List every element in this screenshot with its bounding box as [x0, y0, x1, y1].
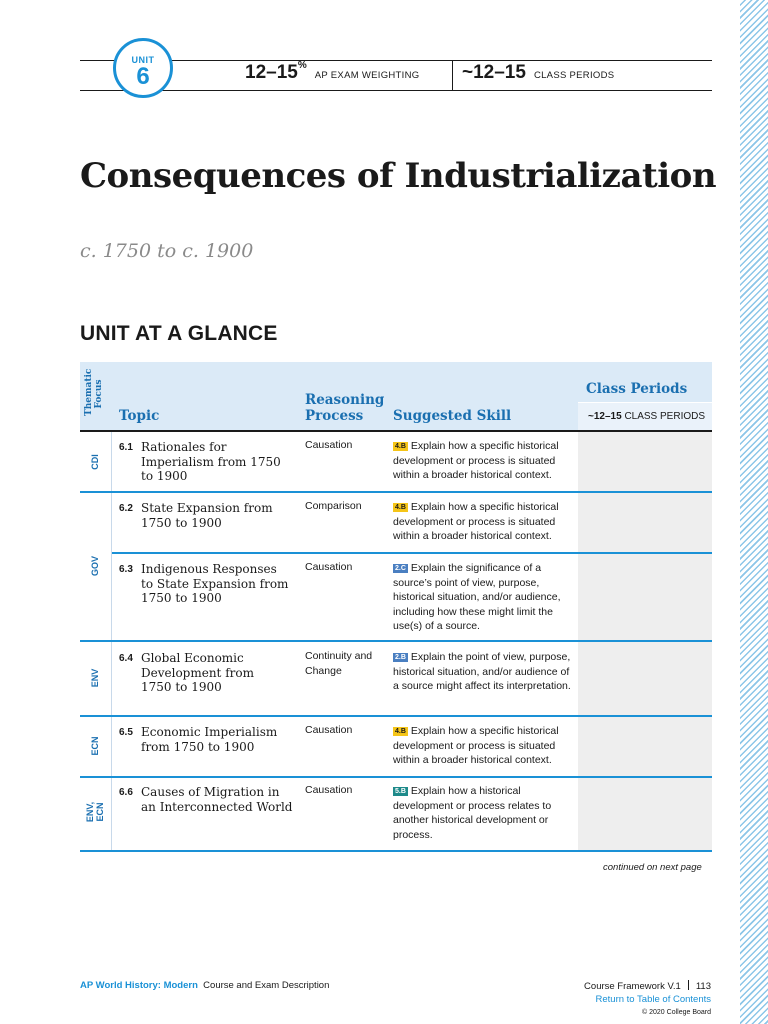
topic-name: Causes of Migration in an Interconnected World	[141, 785, 293, 814]
reasoning-process: Causation	[305, 439, 353, 451]
course-description: Course and Exam Description	[203, 980, 330, 991]
theme-separator	[111, 642, 112, 715]
topic-name: Economic Imperialism from 1750 to 1900	[141, 725, 278, 754]
topic-number: 6.6	[119, 787, 133, 798]
theme-cell	[80, 717, 111, 776]
reasoning-process: Causation	[305, 784, 353, 796]
class-periods-col-header	[578, 362, 712, 430]
suggested-skill	[393, 784, 563, 842]
skill-badge: 2.B	[395, 654, 406, 661]
reasoning-header: Reasoning Process	[305, 392, 385, 424]
skill-header: Suggested Skill	[393, 408, 512, 424]
topic-name: Global Economic Development from 1750 to 1900	[141, 651, 254, 694]
skill-text: Explain how a specific historical development or process is situated within a broader historical context.	[393, 440, 559, 481]
theme-code: ENV	[90, 668, 100, 688]
class-periods-text	[588, 411, 705, 422]
footer-right	[584, 980, 711, 1019]
periods-label: CLASS PERIODS	[533, 70, 615, 81]
skill-text: Explain how a specific historical development or process is situated within a broader historical context.	[393, 725, 559, 766]
reasoning-process: Comparison	[305, 500, 362, 512]
suggested-skill	[393, 724, 571, 768]
footer-divider	[688, 980, 689, 990]
return-to-toc-link[interactable]: Return to Table of Contents	[595, 994, 711, 1005]
skill-badge: 2.C	[395, 565, 406, 572]
skill-text: Explain the significance of a source’s point of view, purpose, historical situation, and/or audience, including how these might limit the use(s) of a source.	[393, 562, 561, 632]
page-title: Consequences of Industrialization	[80, 156, 717, 196]
row-divider	[80, 776, 712, 778]
weighting-label: AP EXAM WEIGHTING	[314, 70, 420, 81]
theme-cell	[80, 493, 111, 640]
theme-code: GOV	[90, 556, 100, 577]
suggested-skill	[393, 439, 571, 483]
decorative-stripe	[740, 0, 768, 1024]
header-top-rule	[80, 60, 712, 61]
topic-number: 6.1	[119, 442, 133, 453]
topic-name: Rationales for Imperialism from 1750 to 1900	[141, 440, 281, 483]
theme-separator	[111, 717, 112, 776]
skill-text: Explain the point of view, purpose, historical situation, and/or audience of a source might affect its interpretation.	[393, 651, 571, 692]
exam-weighting	[245, 62, 419, 84]
class-periods-title: Class Periods	[586, 381, 688, 397]
reasoning-process: Causation	[305, 561, 353, 573]
footer-course	[80, 980, 329, 991]
reasoning-process: Causation	[305, 724, 353, 736]
suggested-skill	[393, 561, 571, 634]
row-divider	[80, 715, 712, 717]
theme-code: ENV, ECN	[85, 801, 105, 823]
skill-badge: 5.B	[395, 788, 406, 795]
topic-number: 6.4	[119, 653, 133, 664]
suggested-skill	[393, 500, 571, 544]
class-periods-value: ~12–15	[588, 411, 622, 422]
theme-separator	[111, 778, 112, 850]
thematic-focus-header	[80, 362, 110, 430]
copyright: © 2020 College Board	[642, 1009, 711, 1016]
theme-cell	[80, 432, 111, 491]
page-subtitle: c. 1750 to c. 1900	[80, 240, 254, 262]
header-divider	[452, 60, 453, 90]
class-periods-unit: CLASS PERIODS	[624, 411, 706, 422]
skill-badge: 4.B	[395, 504, 406, 511]
row-divider	[80, 640, 712, 642]
framework-label: Course Framework V.1	[584, 981, 681, 992]
topic-header: Topic	[119, 408, 160, 424]
topic-name: Indigenous Responses to State Expansion from 1750 to 1900	[141, 562, 289, 605]
theme-separator	[111, 432, 112, 491]
unit-badge	[113, 38, 173, 98]
class-periods-title-cell	[578, 362, 712, 401]
topic-name: State Expansion from 1750 to 1900	[141, 501, 273, 530]
periods-value: ~12–15	[462, 62, 526, 83]
theme-cell	[80, 642, 111, 715]
row-divider	[80, 850, 712, 852]
thematic-focus-label: Thematic Focus	[84, 368, 104, 416]
course-name: AP World History: Modern	[80, 980, 198, 991]
topic-number: 6.5	[119, 727, 133, 738]
skill-badge: 4.B	[395, 728, 406, 735]
row-divider	[80, 491, 712, 493]
section-heading: UNIT AT A GLANCE	[80, 322, 278, 345]
skill-text: Explain how a historical development or process relates to another historical development or process.	[393, 785, 552, 841]
theme-separator	[111, 493, 112, 640]
footer-framework-line	[584, 980, 711, 993]
row-divider	[112, 552, 712, 554]
class-periods-header	[462, 62, 614, 84]
skill-text: Explain how a specific historical development or process is situated within a broader historical context.	[393, 501, 559, 542]
page-number: 113	[695, 981, 711, 992]
header-bottom-rule	[80, 90, 712, 91]
theme-code: CDI	[90, 454, 100, 470]
continued-note: continued on next page	[603, 862, 702, 873]
unit-number: 6	[136, 63, 150, 90]
reasoning-process: Continuity and Change	[305, 650, 373, 677]
theme-cell	[80, 778, 111, 850]
weighting-value: 12–15	[245, 62, 298, 83]
suggested-skill	[393, 650, 571, 694]
class-periods-value-cell	[578, 402, 712, 431]
unit-label: UNIT	[131, 55, 155, 65]
theme-code: ECN	[90, 736, 100, 756]
weighting-percent: %	[297, 60, 307, 71]
topic-number: 6.2	[119, 503, 133, 514]
skill-badge: 4.B	[395, 443, 406, 450]
topic-number: 6.3	[119, 564, 133, 575]
